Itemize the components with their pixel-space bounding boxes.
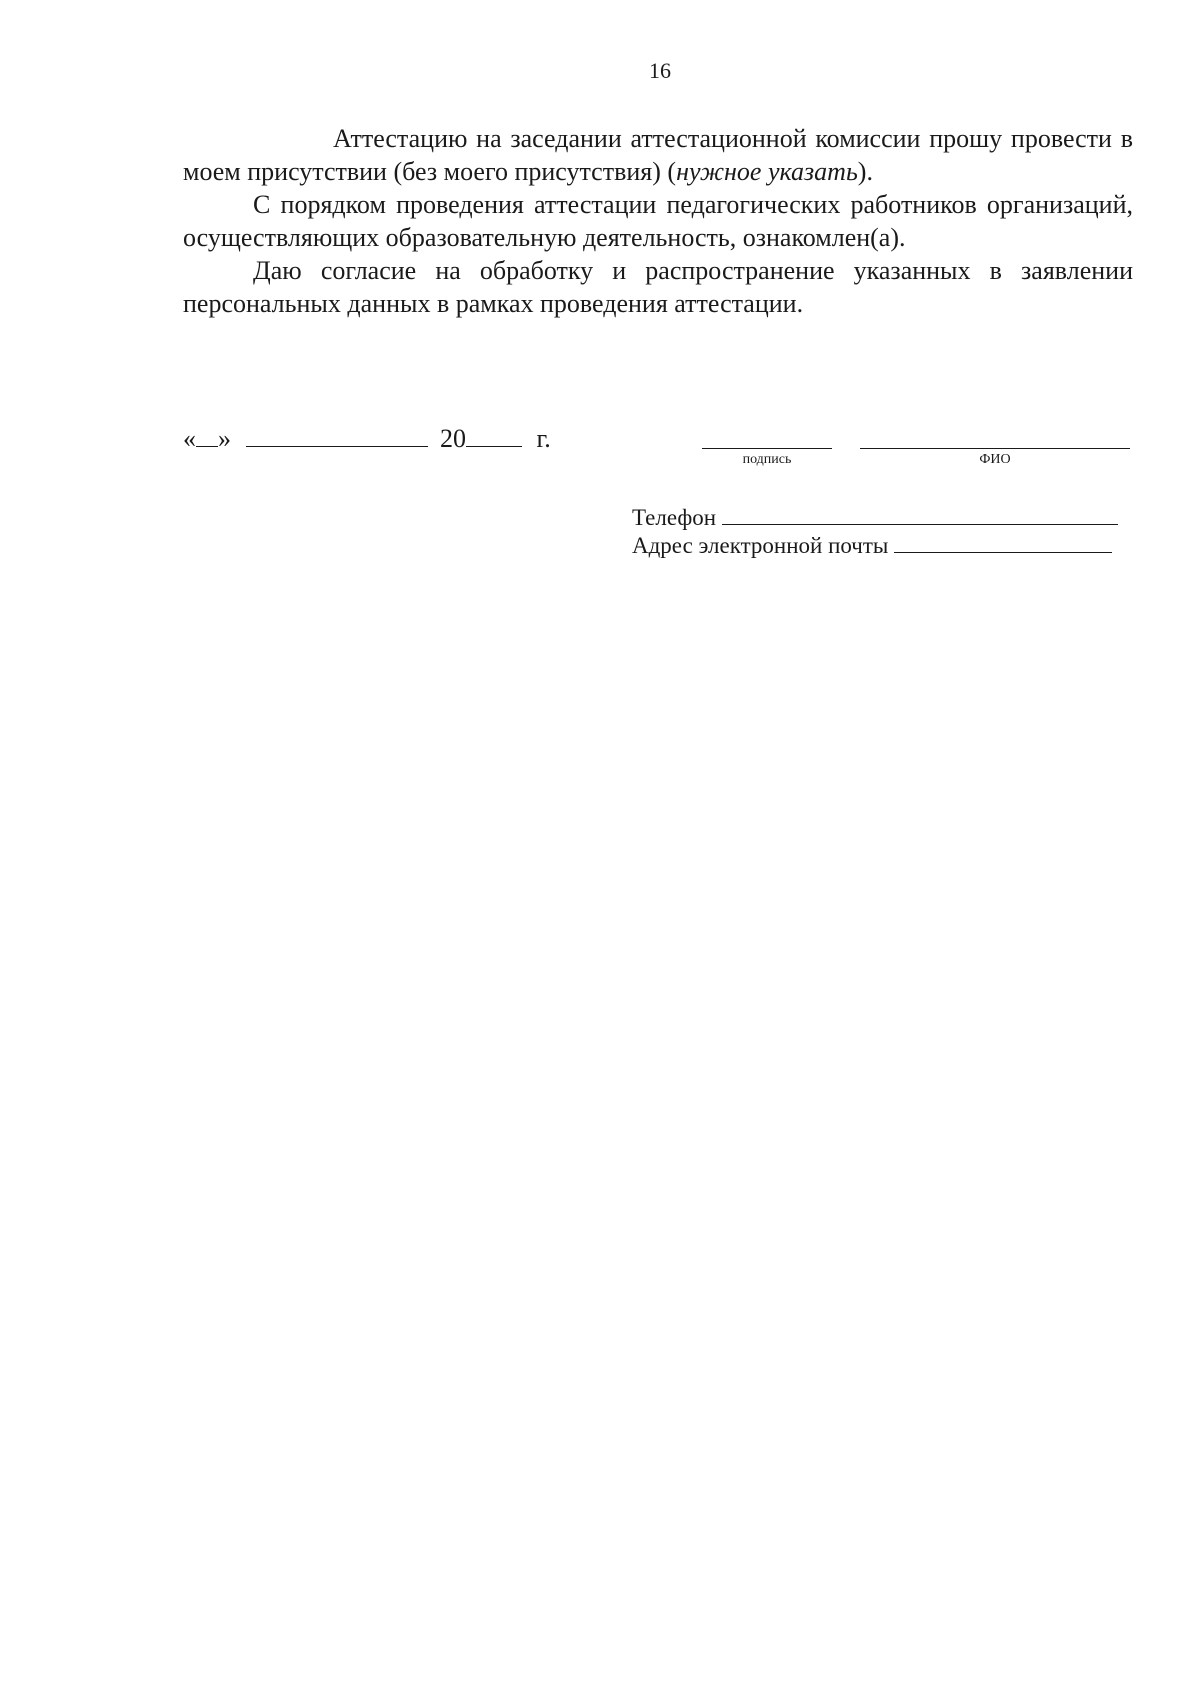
- signature-field[interactable]: [702, 448, 832, 449]
- paragraph-attestation-presence: [183, 122, 1133, 188]
- date-close-quote: »: [218, 424, 231, 453]
- year-suffix: г.: [536, 424, 551, 453]
- email-field[interactable]: [894, 530, 1112, 553]
- signature-caption: подпись: [742, 452, 792, 467]
- phone-row: [632, 502, 1118, 531]
- phone-label: Телефон: [632, 505, 717, 530]
- email-label: Адрес электронной почты: [632, 533, 889, 558]
- date-open-quote: «: [183, 424, 196, 453]
- month-field[interactable]: [246, 420, 428, 447]
- page-number: 16: [649, 58, 671, 83]
- paragraph-procedure-acknowledgement: С порядком проведения аттестации педагогических работников организаций, осуществляющих образовательную деятельность, ознакомлен(а).: [183, 190, 1133, 252]
- phone-field[interactable]: [722, 502, 1118, 525]
- paragraph-attestation-presence-note: нужное указать: [676, 157, 858, 186]
- email-row: [632, 530, 1112, 559]
- application-body: [183, 122, 1133, 320]
- full-name-field[interactable]: [860, 448, 1130, 449]
- date-line: [183, 420, 551, 454]
- paragraph-attestation-presence-end: ).: [857, 157, 873, 186]
- year-field[interactable]: [466, 420, 522, 447]
- year-prefix: 20: [440, 424, 466, 453]
- full-name-caption: ФИО: [979, 452, 1011, 467]
- paragraph-data-consent: Даю согласие на обработку и распространение указанных в заявлении персональных данных в рамках проведения аттестации.: [183, 256, 1133, 318]
- paragraph-attestation-presence-text: Аттестацию на заседании аттестационной комиссии прошу провести в моем присутствии (без моего присутствия) (: [183, 124, 1133, 186]
- day-field[interactable]: [196, 420, 218, 447]
